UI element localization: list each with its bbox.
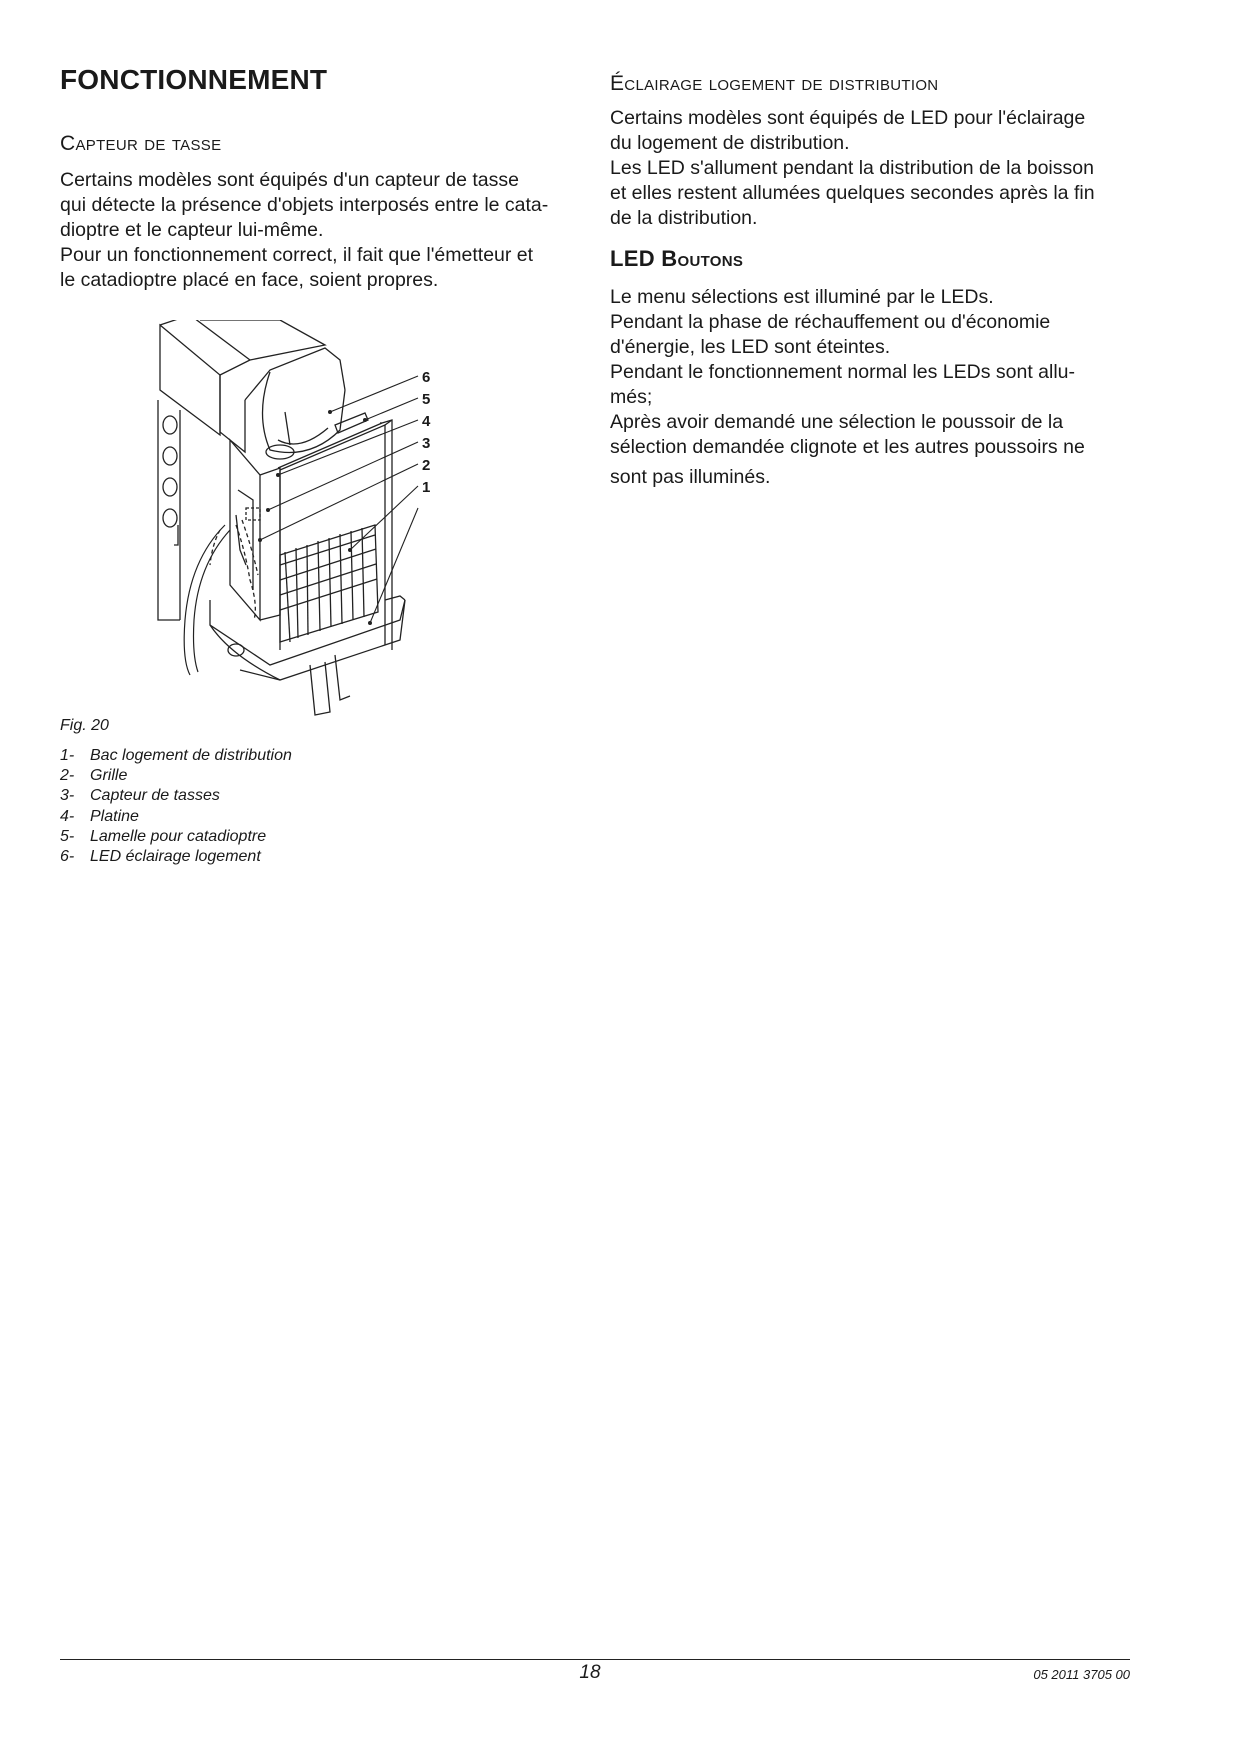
callout-1: 1 bbox=[422, 479, 431, 496]
text-line: Après avoir demandé une sélection le poussoir de la bbox=[610, 411, 1064, 433]
figure-caption: Fig. 20 bbox=[60, 717, 109, 734]
section-body-eclairage bbox=[610, 106, 1095, 231]
text-line: dioptre et le capteur lui-même. bbox=[60, 219, 324, 241]
callout-6: 6 bbox=[422, 369, 431, 386]
text-line: de la distribution. bbox=[610, 207, 758, 229]
text-line: Les LED s'allument pendant la distribution de la boisson bbox=[610, 157, 1094, 179]
text-line: Certains modèles sont équipés d'un capteur de tasse bbox=[60, 169, 520, 191]
text-line: Pour un fonctionnement correct, il fait que l'émetteur et bbox=[60, 244, 534, 266]
text-line: més; bbox=[610, 386, 653, 408]
callout-4: 4 bbox=[422, 413, 431, 430]
text-line: du logement de distribution. bbox=[610, 132, 850, 154]
callout-3: 3 bbox=[422, 435, 431, 452]
dispenser-figure bbox=[150, 320, 500, 720]
section-title-capteur: Capteur de tasse bbox=[60, 132, 222, 155]
section-body-capteur bbox=[60, 168, 548, 293]
text-line: sélection demandée clignote et les autres poussoirs ne bbox=[610, 436, 1085, 458]
document-code: 05 2011 3705 00 bbox=[1033, 1667, 1130, 1682]
footer-divider bbox=[60, 1659, 1130, 1660]
figure-legend bbox=[60, 746, 292, 867]
page-title: FONCTIONNEMENT bbox=[60, 64, 328, 95]
text-line: qui détecte la présence d'objets interposés entre le cata- bbox=[60, 194, 549, 216]
callout-2: 2 bbox=[422, 457, 431, 474]
section-body-led-boutons bbox=[610, 285, 1085, 490]
text-line: et elles restent allumées quelques secondes après la fin bbox=[610, 182, 1095, 204]
legend-item: 1- Bac logement de distribution bbox=[60, 747, 292, 764]
section-title-eclairage: Éclairage logement de distribution bbox=[610, 72, 939, 95]
legend-item: 3- Capteur de tasses bbox=[60, 787, 220, 805]
section-title-led-boutons: LED Boutons bbox=[610, 246, 744, 271]
text-line: d'énergie, les LED sont éteintes. bbox=[610, 336, 891, 358]
text-line: Le menu sélections est illuminé par le LEDs. bbox=[610, 286, 994, 308]
legend-item: 5- Lamelle pour catadioptre bbox=[60, 827, 267, 845]
text-line: Pendant le fonctionnement normal les LEDs sont allu- bbox=[610, 361, 1076, 383]
text-line: sont pas illuminés. bbox=[610, 466, 771, 488]
legend-item: 4- Platine bbox=[60, 807, 139, 825]
text-line: le catadioptre placé en face, soient propres. bbox=[60, 269, 439, 291]
text-line: Certains modèles sont équipés de LED pour l'éclairage bbox=[610, 107, 1086, 129]
text-line: Pendant la phase de réchauffement ou d'économie bbox=[610, 311, 1051, 333]
legend-item: 2- Grille bbox=[60, 767, 128, 785]
page-number: 18 bbox=[579, 1662, 601, 1683]
legend-item: 6- LED éclairage logement bbox=[60, 848, 261, 866]
callout-5: 5 bbox=[422, 391, 431, 408]
